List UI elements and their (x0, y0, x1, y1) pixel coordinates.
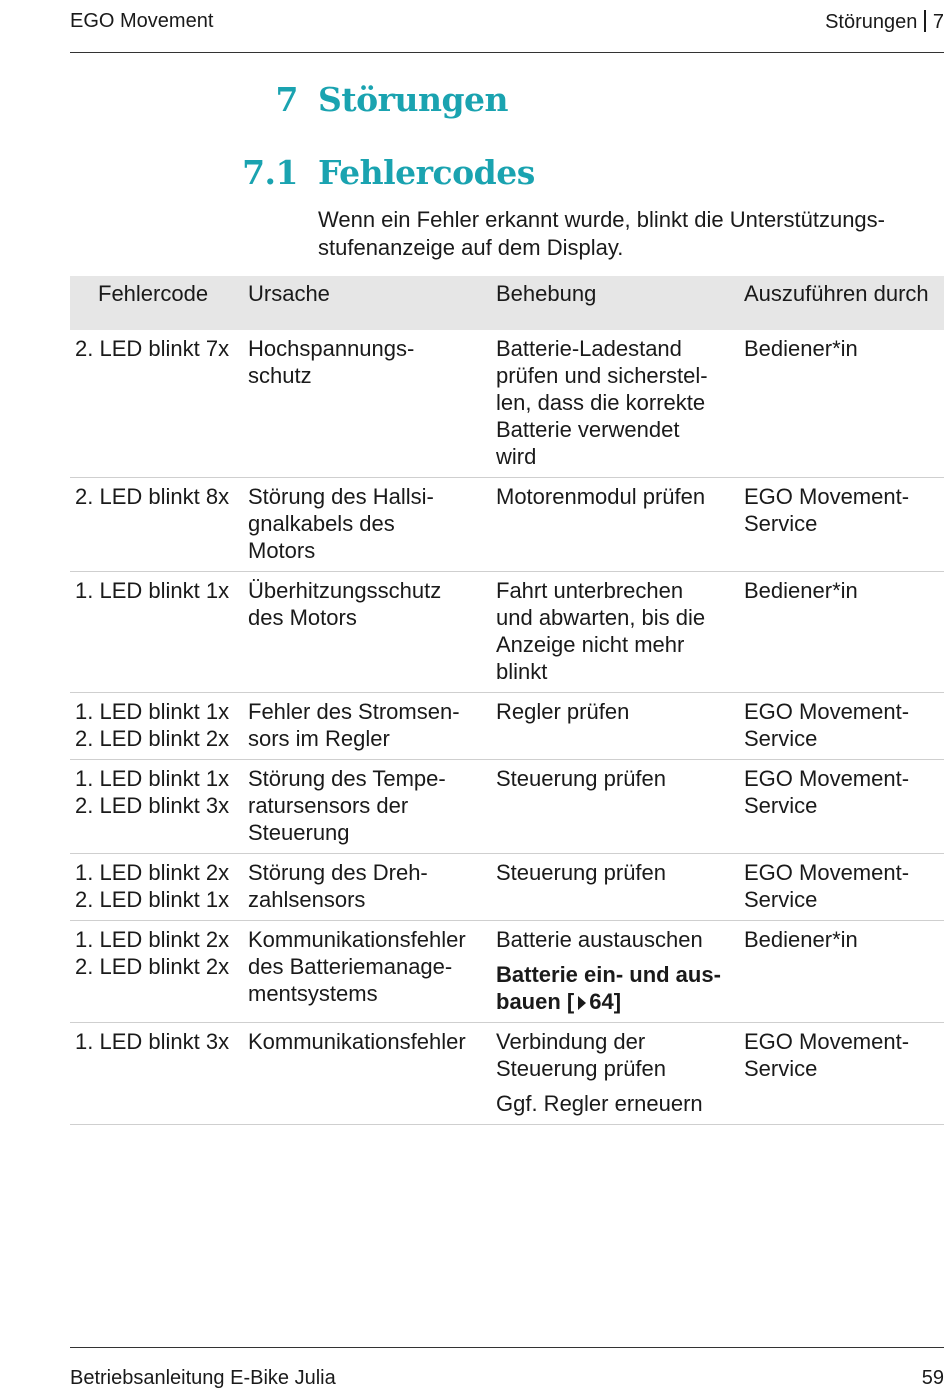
cell-error-code-line: 1. LED blinkt 2x (75, 860, 230, 885)
cell-cause-line: Kommunikationsfehler (248, 927, 466, 952)
table-row (70, 921, 944, 1023)
cell-cause-line: des Motors (248, 605, 357, 630)
cell-cause-line: ratursensors der (248, 793, 409, 818)
intro-paragraph (318, 206, 950, 262)
cell-cause-line: Fehler des Stromsen- (248, 699, 460, 724)
cell-performed-by-line: Service (744, 887, 818, 912)
cell-fix-line: Motorenmodul prüfen (496, 484, 706, 509)
cell-cause-line: Überhitzungsschutz (248, 578, 442, 603)
cell-performed-by (742, 1023, 944, 1125)
cell-cause-line: gnalkabels des (248, 511, 395, 536)
intro-line: Wenn ein Fehler erkannt wurde, blinkt die Unterstützungs- (318, 207, 885, 232)
header-separator (924, 10, 926, 32)
cell-fix-extra: Ggf. Regler erneuern (496, 1091, 703, 1116)
cell-cause (246, 693, 494, 760)
cell-cause (246, 330, 494, 478)
cell-performed-by (742, 854, 944, 921)
table-row (70, 478, 944, 572)
cell-fix-line: Regler prüfen (496, 699, 630, 724)
cell-fix (494, 921, 742, 1023)
cell-cause (246, 760, 494, 854)
cell-error-code (70, 330, 246, 478)
cell-error-code (70, 921, 246, 1023)
cell-error-code (70, 572, 246, 693)
cell-fix-line: wird (496, 444, 537, 469)
cell-fix (494, 572, 742, 693)
cell-error-code-line: 2. LED blinkt 7x (75, 336, 230, 361)
cell-cause-line: sors im Regler (248, 726, 390, 751)
cell-fix-line: Batterie austauschen (496, 927, 703, 952)
cell-cause-line: mentsystems (248, 981, 378, 1006)
cell-fix-line: Verbindung der (496, 1029, 646, 1054)
table-header-row (70, 276, 944, 330)
link-text: bauen [ (496, 989, 575, 1014)
cell-performed-by-line: EGO Movement- (744, 699, 910, 724)
cross-reference-link[interactable] (496, 961, 738, 1015)
cell-performed-by-line: EGO Movement- (744, 484, 910, 509)
cell-cause-line: des Batteriemanage- (248, 954, 453, 979)
cell-fix (494, 854, 742, 921)
cell-performed-by-line: Service (744, 726, 818, 751)
cell-performed-by (742, 478, 944, 572)
cell-cause (246, 921, 494, 1023)
cell-performed-by (742, 572, 944, 693)
cell-performed-by-line: EGO Movement- (744, 1029, 910, 1054)
cell-error-code (70, 1023, 246, 1125)
footer-divider (70, 1347, 944, 1348)
link-text-line (496, 988, 738, 1015)
chapter-number: 7 (275, 80, 298, 119)
cell-error-code-line: 1. LED blinkt 3x (75, 1029, 230, 1054)
cell-fix-line: Anzeige nicht mehr (496, 632, 685, 657)
cell-performed-by-line: Service (744, 793, 818, 818)
section-title: Fehlercodes (318, 153, 535, 192)
cell-performed-by (742, 921, 944, 1023)
cell-error-code (70, 478, 246, 572)
cell-cause-line: Störung des Hallsi- (248, 484, 434, 509)
cell-fix (494, 1023, 742, 1125)
header-fix: Behebung (494, 276, 742, 330)
section-number: 7.1 (242, 153, 298, 192)
header-section (825, 10, 944, 34)
cell-performed-by-line: EGO Movement- (744, 860, 910, 885)
error-code-table (70, 276, 944, 1125)
cell-error-code-line: 2. LED blinkt 2x (75, 954, 230, 979)
intro-line: stufenanzeige auf dem Display. (318, 235, 624, 260)
cell-cause-line: zahlsensors (248, 887, 366, 912)
cell-error-code (70, 854, 246, 921)
cell-cause-line: Steuerung (248, 820, 350, 845)
table-row (70, 693, 944, 760)
table-row (70, 330, 944, 478)
chapter-title: Störungen (318, 80, 509, 119)
cell-error-code-line: 2. LED blinkt 1x (75, 887, 230, 912)
footer-document-title: Betriebsanleitung E-Bike Julia (70, 1367, 336, 1389)
header-code: Fehlercode (70, 276, 246, 330)
cell-error-code-line: 1. LED blinkt 1x (75, 766, 230, 791)
cell-fix-line: Steuerung prüfen (496, 766, 667, 791)
cell-performed-by-line: Bediener*in (744, 578, 858, 603)
link-text-line: Batterie ein- und aus- (496, 962, 721, 987)
cell-cause (246, 572, 494, 693)
cell-fix-line: Steuerung prüfen (496, 860, 667, 885)
cell-fix (494, 693, 742, 760)
cell-fix-line: Steuerung prüfen (496, 1056, 667, 1081)
cell-performed-by-line: Bediener*in (744, 336, 858, 361)
cell-error-code-line: 2. LED blinkt 2x (75, 726, 230, 751)
cell-fix (494, 478, 742, 572)
cell-error-code-line: 1. LED blinkt 1x (75, 699, 230, 724)
header-chapter-number: 7 (932, 11, 944, 33)
table-row (70, 760, 944, 854)
cell-fix (494, 760, 742, 854)
cell-error-code-line: 2. LED blinkt 3x (75, 793, 230, 818)
cell-error-code (70, 693, 246, 760)
cell-cause-line: Störung des Tempe- (248, 766, 446, 791)
cell-error-code-line: 1. LED blinkt 1x (75, 578, 230, 603)
table-row (70, 854, 944, 921)
cell-fix-line: blinkt (496, 659, 548, 684)
cell-cause (246, 1023, 494, 1125)
page-header (70, 8, 944, 38)
cell-error-code-line: 2. LED blinkt 8x (75, 484, 230, 509)
cell-fix-line: len, dass die korrekte (496, 390, 706, 415)
cell-performed-by-line: Service (744, 511, 818, 536)
cell-performed-by-line: Bediener*in (744, 927, 858, 952)
cell-cause-line: schutz (248, 363, 312, 388)
cell-fix-line: prüfen und sicherstel- (496, 363, 708, 388)
cell-error-code-line: 1. LED blinkt 2x (75, 927, 230, 952)
page-footer (70, 1367, 944, 1390)
header-brand: EGO Movement (70, 10, 214, 32)
table-row (70, 1023, 944, 1125)
cell-performed-by (742, 693, 944, 760)
cell-fix-line: und abwarten, bis die (496, 605, 706, 630)
cell-cause-line: Hochspannungs- (248, 336, 415, 361)
header-divider (70, 52, 944, 53)
cell-performed-by-line: EGO Movement- (744, 766, 910, 791)
cell-fix-line: Fahrt unterbrechen (496, 578, 684, 603)
cell-performed-by (742, 760, 944, 854)
header-by: Auszuführen durch (742, 276, 944, 330)
link-page-number: 64 (589, 989, 614, 1014)
cell-fix (494, 330, 742, 478)
cell-cause-line: Kommunikationsfehler (248, 1029, 466, 1054)
cell-fix-line: Batterie-Ladestand (496, 336, 682, 361)
header-cause: Ursache (246, 276, 494, 330)
cell-cause-line: Motors (248, 538, 316, 563)
arrow-right-icon (578, 996, 586, 1010)
header-section-title: Störungen (825, 11, 918, 33)
cell-performed-by-line: Service (744, 1056, 818, 1081)
cell-cause (246, 854, 494, 921)
table-row (70, 572, 944, 693)
cell-cause (246, 478, 494, 572)
cell-error-code (70, 760, 246, 854)
link-bracket: ] (613, 989, 622, 1014)
cell-cause-line: Störung des Dreh- (248, 860, 428, 885)
cell-fix-line: Batterie verwendet (496, 417, 680, 442)
page-number: 59 (921, 1367, 944, 1389)
cell-performed-by (742, 330, 944, 478)
